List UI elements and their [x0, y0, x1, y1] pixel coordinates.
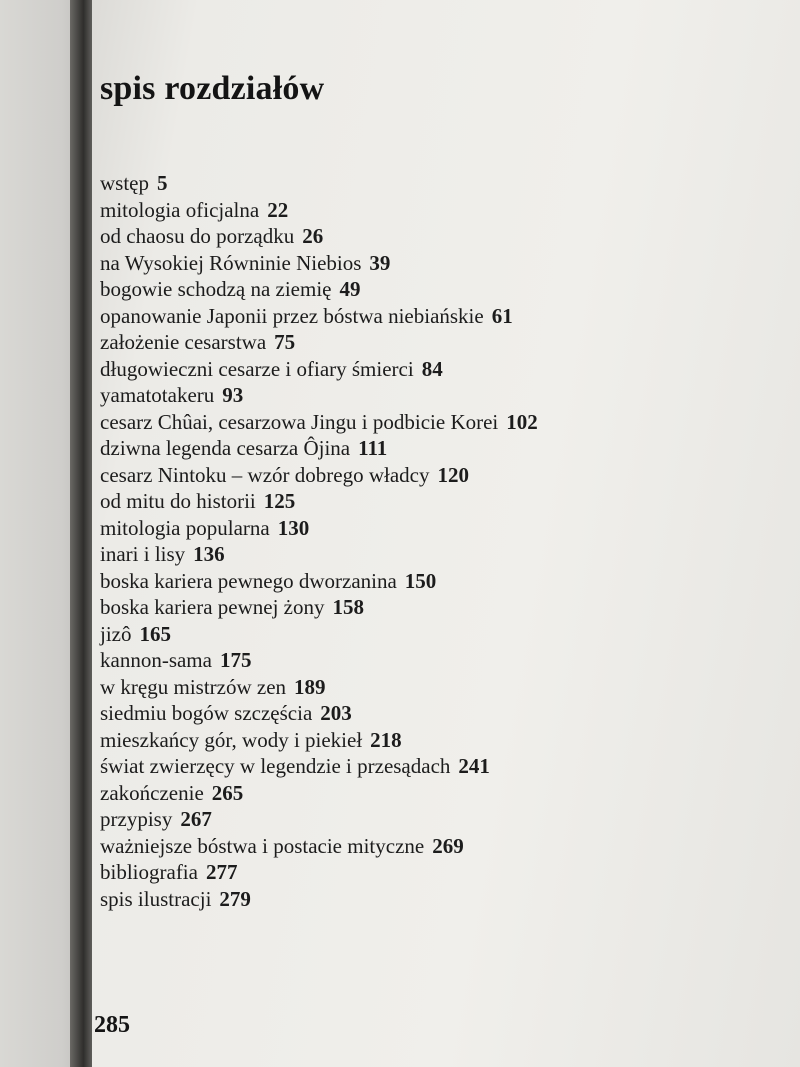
toc-entry [100, 859, 538, 886]
toc-entry-page: 49 [339, 277, 361, 301]
toc-entry-title: wstęp [100, 171, 149, 195]
toc-entry-page: 269 [432, 833, 464, 858]
toc-entry-title: inari i lisy [100, 542, 186, 566]
toc-entry [100, 303, 538, 330]
toc-entry-page: 165 [139, 621, 171, 646]
toc-entry-page: 125 [263, 489, 296, 513]
toc-entry-title: jizô [100, 621, 132, 646]
toc-entry-title: od chaosu do porządku [100, 224, 295, 248]
toc-entry [100, 833, 538, 860]
toc-entry [100, 356, 538, 383]
toc-entry-title: siedmiu bogów szczęścia [100, 701, 313, 725]
toc-entry-title: zakończenie [100, 780, 204, 805]
toc-entry-title: na Wysokiej Równinie Niebios [100, 250, 362, 275]
toc-entry-page: 241 [458, 754, 490, 778]
toc-entry-title: boska kariera pewnego dworzanina [100, 568, 397, 593]
toc-entry-title: bogowie schodzą na ziemię [100, 277, 332, 301]
toc-entry [100, 727, 538, 754]
toc-entry-page: 267 [180, 807, 212, 831]
toc-entry-page: 158 [332, 595, 364, 619]
toc-entry-title: cesarz Nintoku – wzór dobrego władcy [100, 462, 430, 487]
toc-entry-title: boska kariera pewnej żony [100, 595, 325, 619]
toc-entry-title: od mitu do historii [100, 489, 256, 513]
toc-entry-page: 26 [302, 224, 324, 248]
table-of-contents [100, 170, 538, 912]
toc-entry-title: świat zwierzęcy w legendzie i przesądach [100, 754, 451, 778]
toc-entry-title: przypisy [100, 807, 173, 831]
toc-entry-title: mitologia oficjalna [100, 197, 260, 222]
toc-entry-page: 277 [205, 860, 238, 884]
toc-entry-page: 102 [506, 409, 538, 434]
toc-entry [100, 674, 538, 701]
toc-entry-page: 61 [491, 303, 513, 328]
toc-entry-page: 120 [437, 462, 469, 487]
toc-entry-page: 189 [294, 674, 326, 699]
toc-entry-title: mitologia popularna [100, 515, 270, 540]
toc-entry [100, 621, 538, 648]
toc-entry-page: 84 [421, 356, 443, 381]
toc-entry [100, 647, 538, 674]
toc-entry-title: cesarz Chûai, cesarzowa Jingu i podbicie Korei [100, 409, 499, 434]
toc-entry-title: długowieczni cesarze i ofiary śmierci [100, 356, 414, 381]
toc-entry-title: założenie cesarstwa [100, 330, 267, 354]
toc-heading: spis rozdziałów [100, 70, 325, 107]
toc-entry-title: dziwna legenda cesarza Ôjina [100, 436, 351, 460]
toc-entry [100, 886, 538, 913]
toc-entry-title: mieszkańcy gór, wody i piekieł [100, 727, 363, 752]
toc-entry [100, 753, 538, 780]
toc-entry-page: 39 [369, 250, 391, 275]
toc-entry-page: 175 [219, 648, 252, 672]
toc-entry-page: 265 [211, 780, 244, 805]
toc-entry [100, 382, 538, 409]
toc-entry [100, 594, 538, 621]
toc-entry [100, 170, 538, 197]
toc-entry-page: 279 [219, 886, 251, 911]
toc-entry [100, 780, 538, 807]
toc-entry-title: w kręgu mistrzów zen [100, 674, 287, 699]
toc-entry [100, 515, 538, 542]
toc-entry [100, 488, 538, 515]
toc-entry-page: 136 [193, 542, 225, 566]
toc-entry-title: spis ilustracji [100, 886, 212, 911]
toc-entry [100, 568, 538, 595]
toc-entry-page: 130 [277, 515, 310, 540]
toc-entry [100, 276, 538, 303]
toc-entry [100, 700, 538, 727]
toc-entry-page: 203 [320, 701, 352, 725]
toc-entry-title: ważniejsze bóstwa i postacie mityczne [100, 833, 425, 858]
toc-entry-title: bibliografia [100, 860, 198, 884]
toc-entry-page: 218 [370, 727, 402, 752]
toc-entry [100, 329, 538, 356]
toc-entry-page: 22 [267, 197, 289, 222]
toc-entry [100, 541, 538, 568]
toc-entry [100, 806, 538, 833]
toc-entry-title: kannon-sama [100, 648, 212, 672]
toc-entry-page: 75 [274, 330, 296, 354]
toc-entry [100, 409, 538, 436]
toc-entry-page: 5 [157, 171, 168, 195]
toc-entry-title: yamatotakeru [100, 383, 215, 407]
page-number: 285 [94, 1012, 130, 1038]
toc-entry [100, 250, 538, 277]
toc-entry [100, 462, 538, 489]
toc-entry-page: 111 [358, 436, 388, 460]
toc-entry-title: opanowanie Japonii przez bóstwa niebiańskie [100, 303, 484, 328]
toc-entry [100, 197, 538, 224]
toc-entry-page: 93 [222, 383, 244, 407]
toc-entry [100, 223, 538, 250]
toc-entry-page: 150 [404, 568, 437, 593]
toc-entry [100, 435, 538, 462]
